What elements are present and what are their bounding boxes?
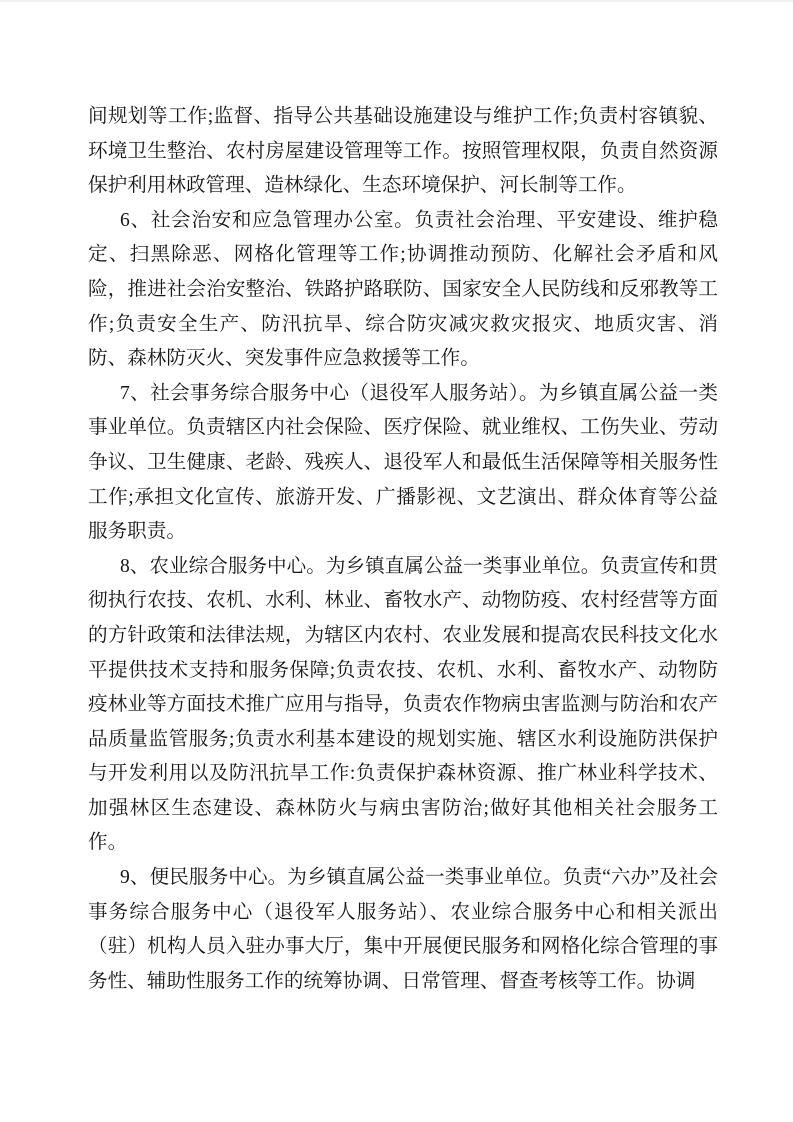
paragraph-continuation: 间规划等工作;监督、指导公共基础设施建设与维护工作;负责村容镇貌、环境卫生整治、农村房屋建设管理等工作。按照管理权限，负责自然资源保护利用林政管理、造林绿化、生态环境保护、河长制等工作。 — [88, 106, 718, 197]
document-body — [88, 100, 718, 999]
page-top-edge — [0, 0, 793, 2]
paragraph-item-7: 7、社会事务综合服务中心（退役军人服务站）。为乡镇直属公益一类事业单位。负责辖区内社会保险、医疗保险、就业维权、工伤失业、劳动争议、卫生健康、老龄、残疾人、退役军人和最低生活保障等相关服务性工作;承担文化宣传、旅游开发、广播影视、文艺演出、群众体育等公益服务职责。 — [88, 382, 718, 543]
paragraph-item-9: 9、便民服务中心。为乡镇直属公益一类事业单位。负责“六办”及社会事务综合服务中心（退役军人服务站）、农业综合服务中心和相关派出（驻）机构人员入驻办事大厅，集中开展便民服务和网格化综合管理的事务性、辅助性服务工作的统筹协调、日常管理、督查考核等工作。协调 — [88, 867, 718, 992]
paragraph-item-8: 8、农业综合服务中心。为乡镇直属公益一类事业单位。负责宣传和贯彻执行农技、农机、水利、林业、畜牧水产、动物防疫、农村经营等方面的方针政策和法律法规，为辖区内农村、农业发展和提高农民科技文化水平提供技术支持和服务保障;负责农技、农机、水利、畜牧水产、动物防疫林业等方面技术推广应用与指导，负责农作物病虫害监测与防治和农产品质量监管服务;负责水利基本建设的规划实施、辖区水利设施防洪保护与开发利用以及防汛抗旱工作:负责保护森林资源、推广林业科学技术、加强林区生态建设、森林防火与病虫害防治;做好其他相关社会服务工作。 — [88, 555, 718, 854]
paragraph-item-6: 6、社会治安和应急管理办公室。负责社会治理、平安建设、维护稳定、扫黑除恶、网格化管理等工作;协调推动预防、化解社会矛盾和风险，推进社会治安整治、铁路护路联防、国家安全人民防线和反邪教等工作;负责安全生产、防汛抗旱、综合防灾减灾救灾报灾、地质灾害、消防、森林防灭火、突发事件应急救援等工作。 — [88, 209, 718, 370]
